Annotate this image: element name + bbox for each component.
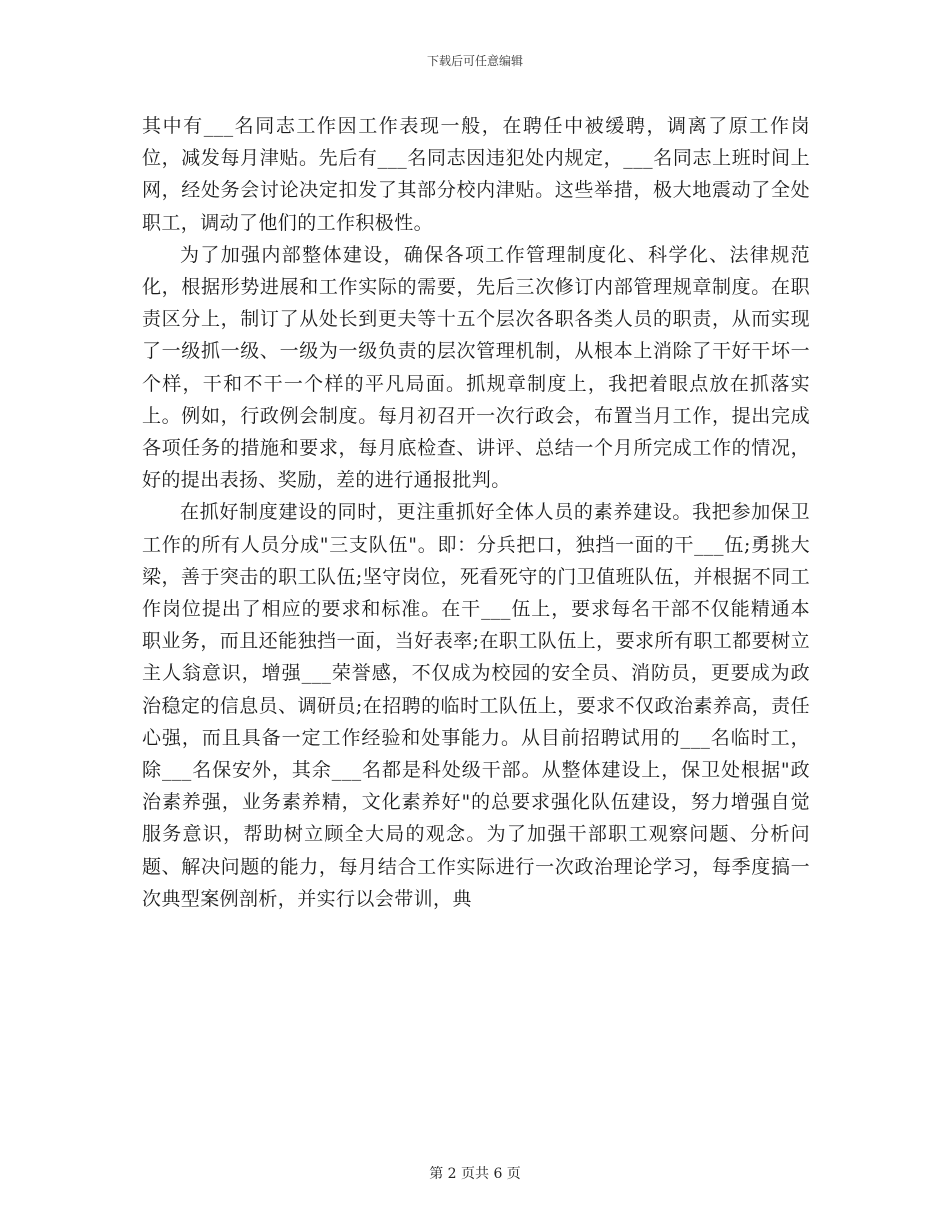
- page-header-note: 下载后可任意编辑: [426, 54, 523, 68]
- page-number-footer: 第 2 页共 6 页: [429, 1166, 521, 1182]
- paragraph-1: 其中有___名同志工作因工作表现一般，在聘任中被缓聘，调离了原工作岗位，减发每月津贴。先后有___名同志因违犯处内规定，___名同志上班时间上网，经处务会讨论决定扣发了其部分校内津贴。这些举措，极大地震动了全处职工，调动了他们的工作积极性。: [142, 115, 810, 234]
- paragraph-3: 在抓好制度建设的同时，更注重抓好全体人员的素养建设。我把参加保卫工作的所有人员分成"三支队伍"。即：分兵把口，独挡一面的干___伍;勇挑大梁，善于突击的职工队伍;坚守岗位，死看死守的门卫值班队伍，并根据不同工作岗位提出了相应的要求和标准。在干___伍上，要求每名干部不仅能精通本职业务，而且还能独挡一面，当好表率;在职工队伍上，要求所有职工都要树立主人翁意识，增强___荣誉感，不仅成为校园的安全员、消防员，更要成为政治稳定的信息员、调研员;在招聘的临时工队伍上，要求不仅政治素养高，责任心强，而且具备一定工作经验和处事能力。从目前招聘试用的___名临时工，除___名保安外，其余___名都是科处级干部。从整体建设上，保卫处根据"政治素养强，业务素养精，文化素养好"的总要求强化队伍建设，努力增强自觉服务意识，帮助树立顾全大局的观念。为了加强干部职工观察问题、分析问题、解决问题的能力，每月结合工作实际进行一次政治理论学习，每季度搞一次典型案例剖析，并实行以会带训，典: [142, 501, 810, 910]
- document-body: [142, 110, 810, 915]
- paragraph-2: 为了加强内部整体建设，确保各项工作管理制度化、科学化、法律规范化，根据形势进展和工作实际的需要，先后三次修订内部管理规章制度。在职责区分上，制订了从处长到更夫等十五个层次各职各类人员的职责，从而实现了一级抓一级、一级为一级负责的层次管理机制，从根本上消除了干好干坏一个样，干和不干一个样的平凡局面。抓规章制度上，我把着眼点放在抓落实上。例如，行政例会制度。每月初召开一次行政会，布置当月工作，提出完成各项任务的措施和要求，每月底检查、讲评、总结一个月所完成工作的情况，好的提出表扬、奖励，差的进行通报批判。: [142, 243, 810, 492]
